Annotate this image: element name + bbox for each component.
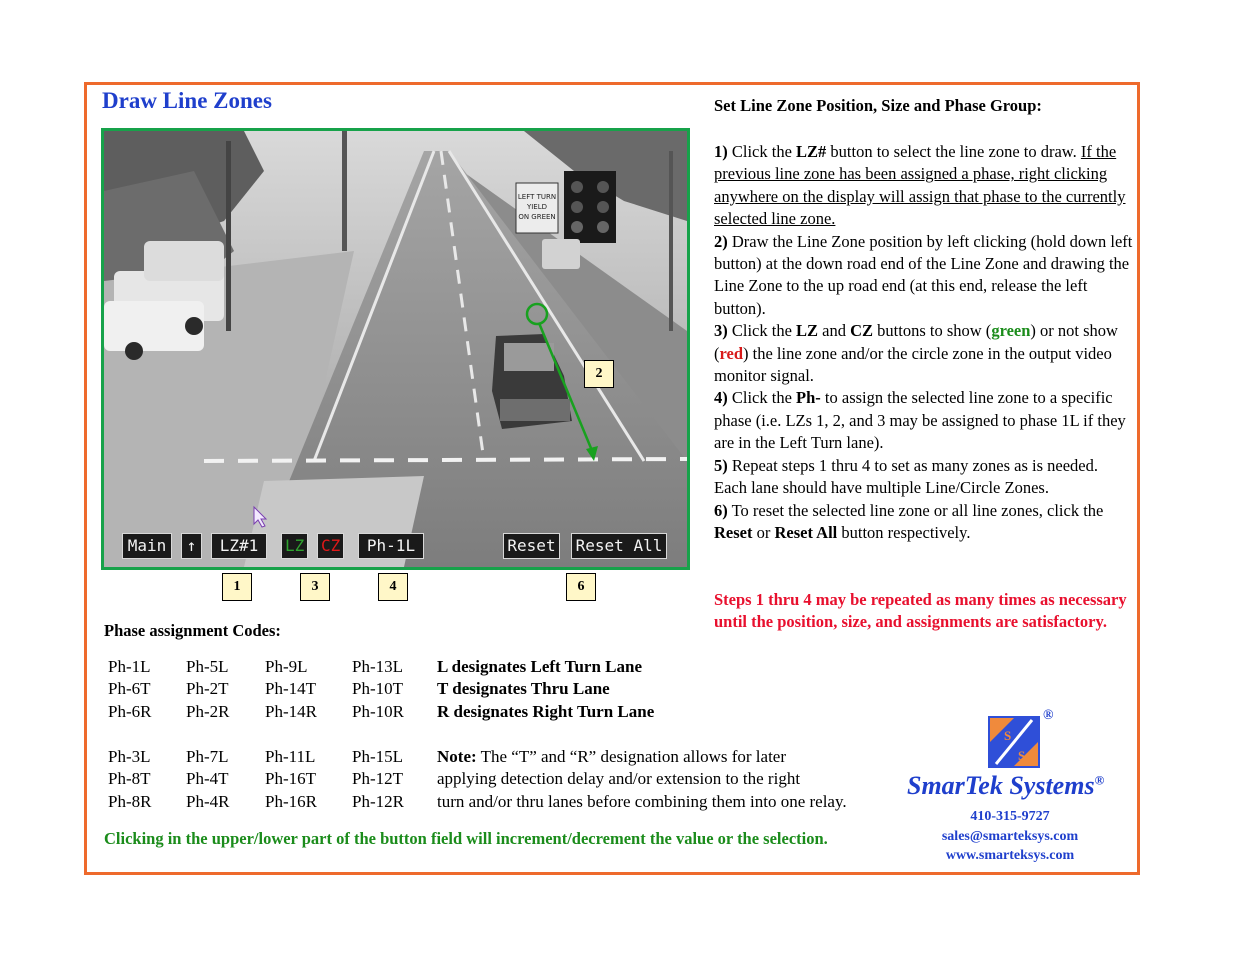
code-cell: Ph-6R xyxy=(108,701,152,721)
steps-heading: Set Line Zone Position, Size and Phase Group: xyxy=(714,96,1042,115)
step-6: 6) To reset the selected line zone or all line zones, click the Reset or Reset All button respectively. xyxy=(714,500,1104,542)
callout-1: 1 xyxy=(222,573,252,601)
code-cell: Ph-12T xyxy=(352,769,403,789)
sign-line-2: YIELD xyxy=(526,203,548,211)
logo-registered-mark: ® xyxy=(1043,708,1054,723)
reset-all-button[interactable]: Reset All xyxy=(571,533,667,559)
step-5: 5) Repeat steps 1 thru 4 to set as many zones as is needed. Each lane should have multiple Line/Circle Zones. xyxy=(714,455,1098,498)
callout-6: 6 xyxy=(566,573,596,601)
note-line-2: applying detection delay and/or extension to the right xyxy=(437,769,801,789)
phase-button[interactable]: Ph-1L xyxy=(358,533,424,559)
code-cell: Ph-10T xyxy=(352,679,403,699)
code-cell: Ph-14R xyxy=(265,701,317,721)
phone-number: 410-315-9727 xyxy=(970,809,1050,824)
callout-4: 4 xyxy=(378,573,408,601)
click-note: Clicking in the upper/lower part of the button field will increment/decrement the value or the selection. xyxy=(104,829,828,848)
code-cell: Ph-10R xyxy=(352,701,404,721)
step-4: 4) Click the Ph- to assign the selected line zone to a specific phase (i.e. LZs 1, 2, and 3 may be assigned to phase 1L if they are in the Left Turn lane). xyxy=(714,388,1126,453)
code-cell: Ph-9L xyxy=(265,657,308,676)
code-cell: Ph-8R xyxy=(108,791,152,811)
lz-select-button[interactable]: LZ#1 xyxy=(211,533,267,559)
code-legend: T designates Thru Lane xyxy=(437,679,610,699)
code-cell: Ph-12R xyxy=(352,791,404,811)
lz-toggle-button[interactable]: LZ xyxy=(281,533,308,559)
main-button[interactable]: Main xyxy=(122,533,172,559)
code-cell: Ph-11L xyxy=(265,747,316,766)
callout-2: 2 xyxy=(584,360,614,388)
up-arrow-button[interactable]: ↑ xyxy=(181,533,202,559)
code-cell: Ph-1L xyxy=(108,657,151,676)
page-title: Draw Line Zones xyxy=(102,88,272,113)
code-cell: Ph-5L xyxy=(186,657,229,676)
repeat-note: Steps 1 thru 4 may be repeated as many times as necessary until the position, size, and assignments are satisfactory. xyxy=(714,590,1127,632)
traffic-camera-image xyxy=(104,131,687,567)
code-cell: Ph-13L xyxy=(352,657,403,676)
code-cell: Ph-2T xyxy=(186,679,229,699)
step-3: 3) Click the LZ and CZ buttons to show (green) or not show (red) the line zone and/or the circle zone in the output video monitor signal. xyxy=(714,321,1118,386)
logo-letter-2: S xyxy=(1018,748,1026,763)
code-cell: Ph-4T xyxy=(186,769,229,789)
codes-heading: Phase assignment Codes: xyxy=(104,621,281,640)
brand-name: SmarTek Systems® xyxy=(907,771,1105,800)
steps-list xyxy=(714,141,1134,544)
sign-line-1: LEFT TURN xyxy=(517,193,557,201)
website-link[interactable]: www.smarteksys.com xyxy=(945,848,1075,863)
code-cell: Ph-7L xyxy=(186,747,229,766)
code-legend: L designates Left Turn Lane xyxy=(437,657,642,676)
code-cell: Ph-3L xyxy=(108,747,151,766)
code-cell: Ph-2R xyxy=(186,701,230,721)
cz-toggle-button[interactable]: CZ xyxy=(317,533,344,559)
note-line-1: Note: The “T” and “R” designation allows for later xyxy=(437,747,787,766)
callout-3: 3 xyxy=(300,573,330,601)
code-cell: Ph-4R xyxy=(186,791,230,811)
step-2: 2) Draw the Line Zone position by left clicking (hold down left button) at the down road end of the Line Zone and drawing the Line Zone to the up road end (at this end, release the left button). xyxy=(714,231,1133,318)
note-line-3: turn and/or thru lanes before combining them into one relay. xyxy=(437,791,847,811)
code-cell: Ph-16T xyxy=(265,769,316,789)
video-display[interactable] xyxy=(101,128,690,570)
code-cell: Ph-14T xyxy=(265,679,316,699)
sign-line-3: ON GREEN xyxy=(518,213,556,221)
email-link[interactable]: sales@smarteksys.com xyxy=(941,829,1079,844)
step-1: 1) Click the LZ# button to select the line zone to draw. If the previous line zone has been assigned a phase, right clicking anywhere on the display will assign that phase to the currently selected line zone. xyxy=(714,142,1126,229)
code-cell: Ph-15L xyxy=(352,747,403,766)
code-legend: R designates Right Turn Lane xyxy=(437,701,655,721)
logo-letter-1: S xyxy=(1004,728,1012,743)
code-cell: Ph-6T xyxy=(108,679,151,699)
code-cell: Ph-16R xyxy=(265,791,317,811)
reset-button[interactable]: Reset xyxy=(503,533,560,559)
smartek-logo-icon xyxy=(988,716,1044,768)
code-cell: Ph-8T xyxy=(108,769,151,789)
